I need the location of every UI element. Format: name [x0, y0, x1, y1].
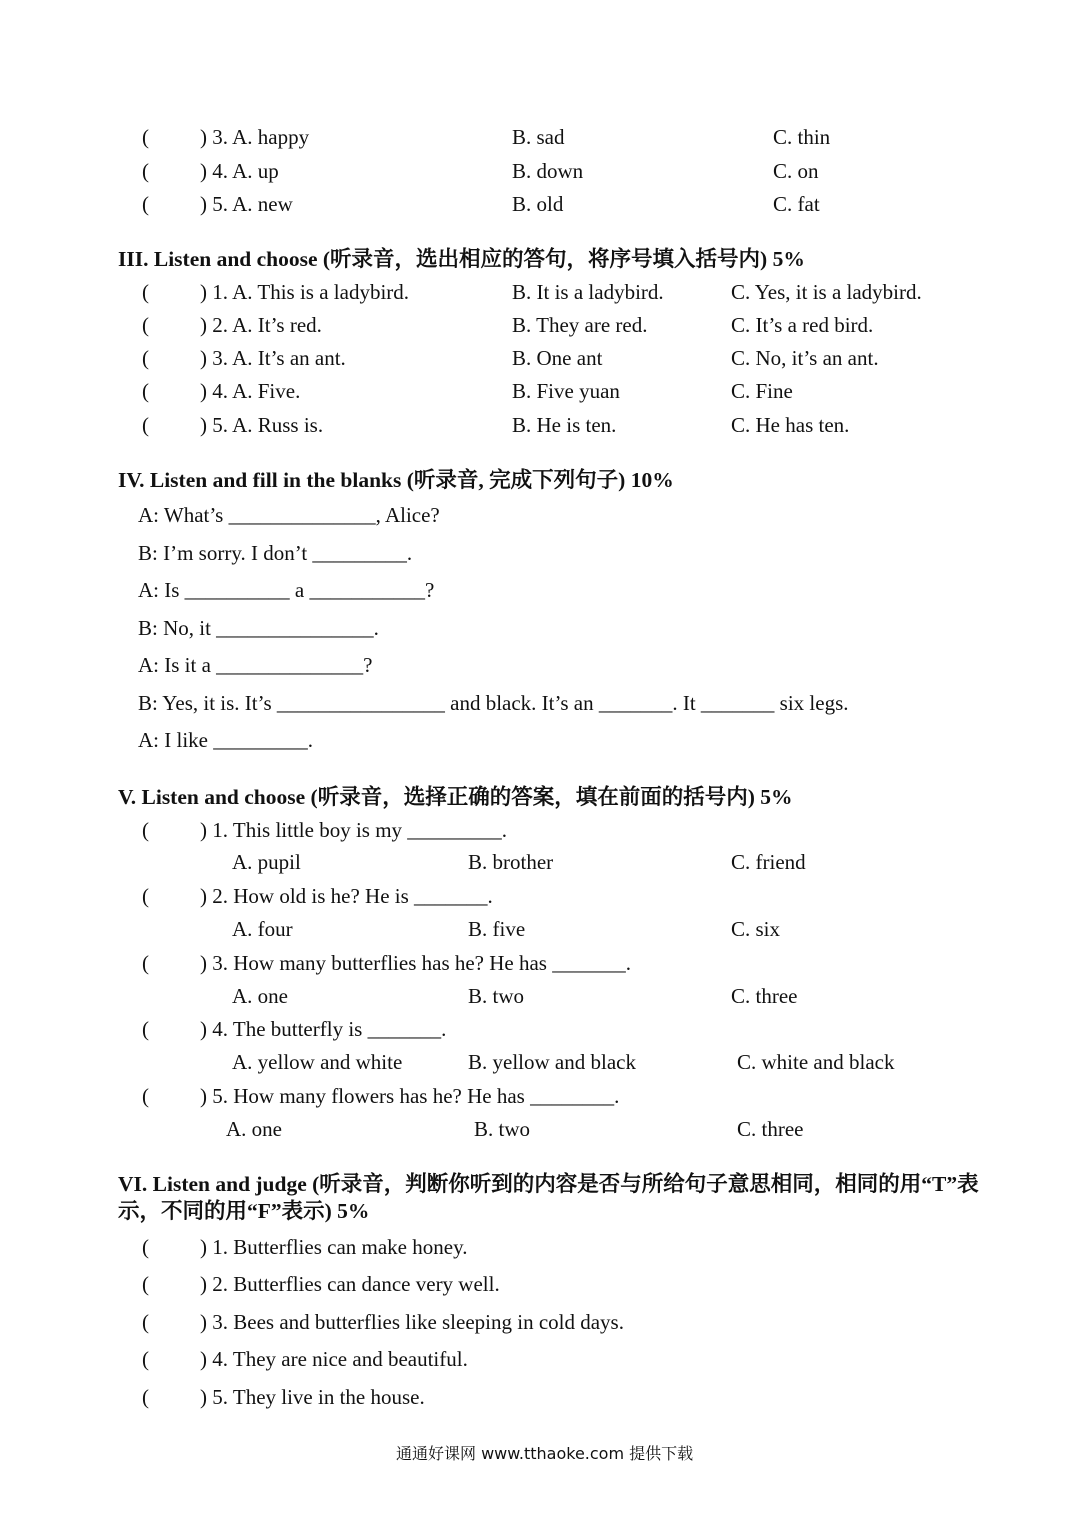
page-footer: 通通好课网 www.tthaoke.com 提供下载 — [396, 1444, 694, 1463]
answer-paren: ( — [142, 1017, 149, 1041]
option-b: B. two — [474, 1117, 531, 1141]
answer-paren: ( — [142, 313, 149, 337]
answer-paren: ( — [142, 192, 149, 216]
answer-paren: ( — [142, 125, 149, 149]
dialogue-line: A: Is it a ______________? — [138, 653, 373, 677]
option-a: A. one — [232, 984, 288, 1008]
option-b: B. He is ten. — [512, 413, 617, 437]
statement: ) 2. Butterflies can dance very well. — [200, 1272, 500, 1296]
option-c: C. friend — [731, 850, 806, 874]
answer-paren: ( — [142, 1310, 149, 1334]
answer-paren: ( — [142, 818, 149, 842]
option-b: B. One ant — [512, 346, 603, 370]
option-c: C. thin — [773, 125, 831, 149]
option-b: B. two — [468, 984, 525, 1008]
option-b: B. down — [512, 159, 584, 183]
question-stem: ) 5. How many flowers has he? He has ________. — [200, 1084, 620, 1108]
dialogue-line: A: What’s ______________, Alice? — [138, 503, 440, 527]
answer-paren: ( — [142, 884, 149, 908]
answer-paren: ( — [142, 1084, 149, 1108]
answer-paren: ( — [142, 379, 149, 403]
answer-paren: ( — [142, 951, 149, 975]
option-c: C. three — [731, 984, 798, 1008]
option-a: A. one — [226, 1117, 282, 1141]
option-b: B. Five yuan — [512, 379, 620, 403]
question-stem: ) 3. A. It’s an ant. — [200, 346, 346, 370]
section-heading: V. Listen and choose (听录音，选择正确的答案，填在前面的括号内) 5% — [118, 785, 793, 809]
option-c: C. Fine — [731, 379, 793, 403]
answer-paren: ( — [142, 1385, 149, 1409]
option-b: B. yellow and black — [468, 1050, 636, 1074]
section-heading: VI. Listen and judge (听录音，判断你听到的内容是否与所给句子意思相同，相同的用“T”表示，不同的用“F”表示) 5% — [118, 1172, 979, 1223]
statement: ) 4. They are nice and beautiful. — [200, 1347, 468, 1371]
question-stem: ) 3. A. happy — [200, 125, 310, 149]
option-c: C. six — [731, 917, 781, 941]
statement: ) 5. They live in the house. — [200, 1385, 425, 1409]
answer-paren: ( — [142, 346, 149, 370]
question-stem: ) 2. A. It’s red. — [200, 313, 322, 337]
dialogue-line: B: Yes, it is. It’s ________________ and black. It’s an _______. It _______ six legs. — [138, 691, 849, 715]
option-b: B. five — [468, 917, 526, 941]
question-stem: ) 4. A. up — [200, 159, 279, 183]
question-stem: ) 1. This little boy is my _________. — [200, 818, 508, 842]
answer-paren: ( — [142, 1272, 149, 1296]
option-c: C. white and black — [737, 1050, 895, 1074]
option-c: C. fat — [773, 192, 820, 216]
option-b: B. brother — [468, 850, 554, 874]
option-c: C. on — [773, 159, 819, 183]
question-stem: ) 3. How many butterflies has he? He has _______. — [200, 951, 631, 975]
option-c: C. No, it’s an ant. — [731, 346, 879, 370]
answer-paren: ( — [142, 413, 149, 437]
question-stem: ) 4. A. Five. — [200, 379, 301, 403]
question-stem: ) 1. A. This is a ladybird. — [200, 280, 410, 304]
dialogue-line: B: No, it _______________. — [138, 616, 379, 640]
option-a: A. pupil — [232, 850, 301, 874]
section-heading: III. Listen and choose (听录音，选出相应的答句，将序号填入括号内) 5% — [118, 247, 805, 271]
option-c: C. It’s a red bird. — [731, 313, 874, 337]
statement: ) 3. Bees and butterflies like sleeping in cold days. — [200, 1310, 624, 1334]
dialogue-line: B: I’m sorry. I don’t _________. — [138, 541, 413, 565]
question-stem: ) 5. A. Russ is. — [200, 413, 324, 437]
dialogue-line: A: Is __________ a ___________? — [138, 578, 435, 602]
statement: ) 1. Butterflies can make honey. — [200, 1235, 468, 1259]
option-c: C. Yes, it is a ladybird. — [731, 280, 922, 304]
option-a: A. yellow and white — [232, 1050, 403, 1074]
option-c: C. He has ten. — [731, 413, 850, 437]
option-b: B. old — [512, 192, 564, 216]
option-b: B. It is a ladybird. — [512, 280, 664, 304]
question-stem: ) 5. A. new — [200, 192, 293, 216]
answer-paren: ( — [142, 1235, 149, 1259]
option-a: A. four — [232, 917, 293, 941]
answer-paren: ( — [142, 159, 149, 183]
answer-paren: ( — [142, 280, 149, 304]
question-stem: ) 2. How old is he? He is _______. — [200, 884, 493, 908]
option-b: B. They are red. — [512, 313, 648, 337]
dialogue-line: A: I like _________. — [138, 728, 313, 752]
option-c: C. three — [737, 1117, 804, 1141]
answer-paren: ( — [142, 1347, 149, 1371]
question-stem: ) 4. The butterfly is _______. — [200, 1017, 447, 1041]
option-b: B. sad — [512, 125, 565, 149]
section-heading: IV. Listen and fill in the blanks (听录音, 完成下列句子) 10% — [118, 468, 674, 492]
